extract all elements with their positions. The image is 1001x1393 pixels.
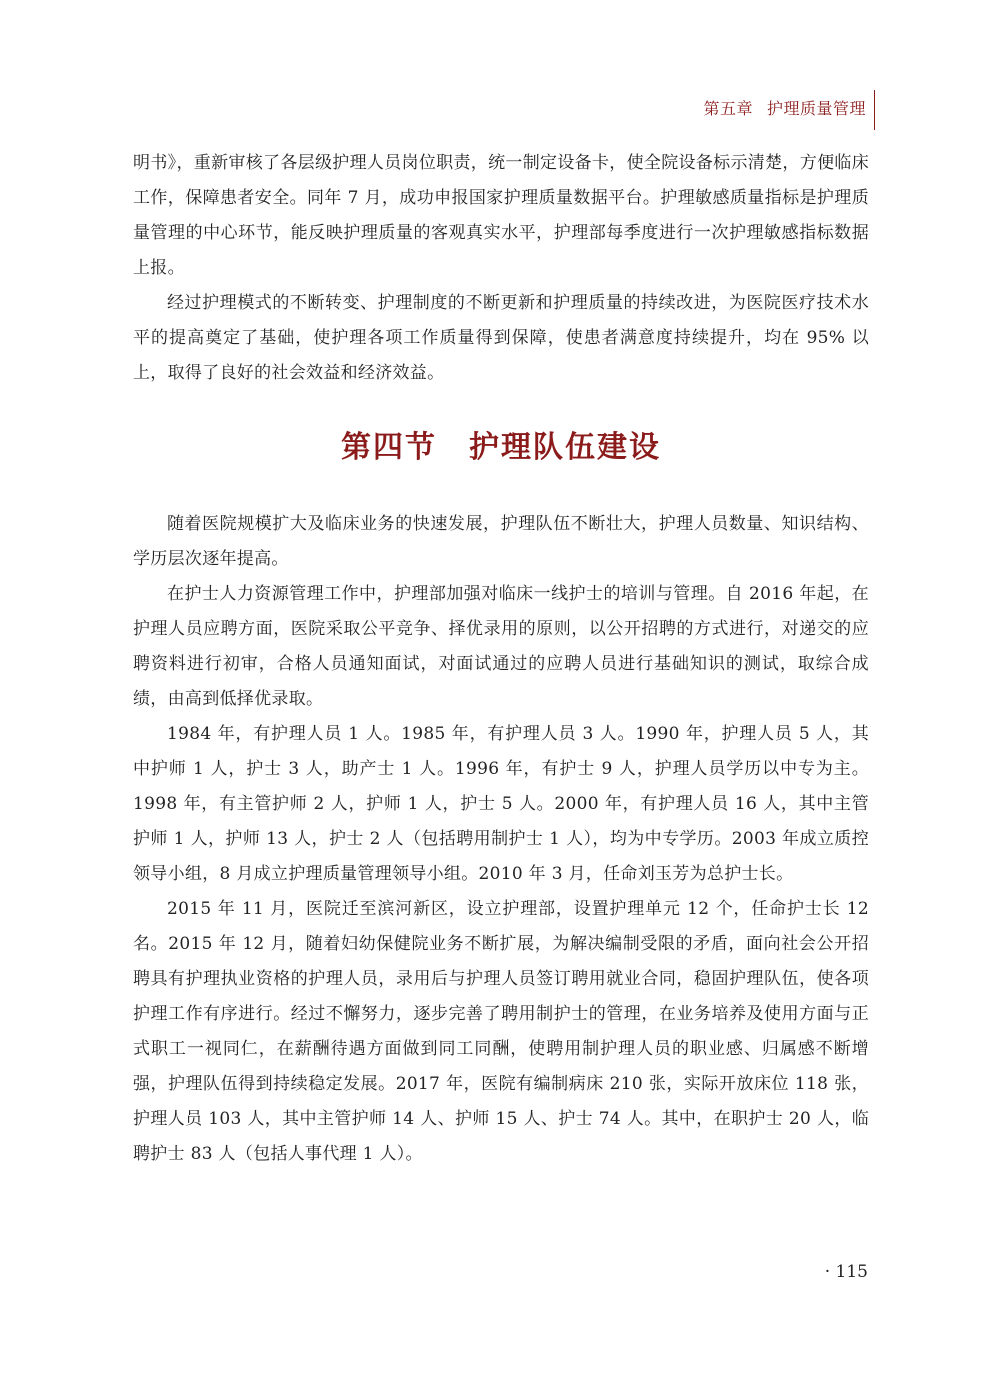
chapter-title: 护理质量管理 xyxy=(766,99,866,118)
section-title: 第四节 护理队伍建设 xyxy=(341,430,661,465)
header-divider xyxy=(874,90,875,130)
chapter-number: 第五章 xyxy=(703,99,753,118)
page-body xyxy=(133,146,869,1172)
body-paragraph: 在护士人力资源管理工作中，护理部加强对临床一线护士的培训与管理。自 2016 年起，在护理人员应聘方面，医院采取公平竞争、择优录用的原则，以公开招聘的方式进行，对递交的应聘资料进行初审，合格人员通知面试，对面试通过的应聘人员进行基础知识的测试，取综合成绩，由高到低择优录取。 xyxy=(133,584,869,709)
body-paragraph: 经过护理模式的不断转变、护理制度的不断更新和护理质量的持续改进，为医院医疗技术水平的提高奠定了基础，使护理各项工作质量得到保障，使患者满意度持续提升，均在 95% 以上，取得了良好的社会效益和经济效益。 xyxy=(133,293,869,383)
body-paragraph: 明书》，重新审核了各层级护理人员岗位职责，统一制定设备卡，使全院设备标示清楚，方便临床工作，保障患者安全。同年 7 月，成功申报国家护理质量数据平台。护理敏感质量指标是护理质量管理的中心环节，能反映护理质量的客观真实水平，护理部每季度进行一次护理敏感指标数据上报。 xyxy=(133,153,869,278)
page-number: · 115 xyxy=(824,1262,868,1282)
body-paragraph: 2015 年 11 月，医院迁至滨河新区，设立护理部，设置护理单元 12 个，任命护士长 12 名。2015 年 12 月，随着妇幼保健院业务不断扩展，为解决编制受限的矛盾，面向社会公开招聘具有护理执业资格的护理人员，录用后与护理人员签订聘用就业合同，稳固护理队伍，使各项护理工作有序进行。经过不懈努力，逐步完善了聘用制护士的管理，在业务培养及使用方面与正式职工一视同仁，在薪酬待遇方面做到同工同酬，使聘用制护理人员的职业感、归属感不断增强，护理队伍得到持续稳定发展。2017 年，医院有编制病床 210 张，实际开放床位 118 张，护理人员 103 人，其中主管护师 14 人、护师 15 人、护士 74 人。其中，在职护士 20 人，临聘护士 83 人（包括人事代理 1 人）。 xyxy=(133,899,869,1164)
body-paragraph: 随着医院规模扩大及临床业务的快速发展，护理队伍不断壮大，护理人员数量、知识结构、学历层次逐年提高。 xyxy=(133,514,869,569)
body-paragraph: 1984 年，有护理人员 1 人。1985 年，有护理人员 3 人。1990 年，护理人员 5 人，其中护师 1 人，护士 3 人，助产士 1 人。1996 年，有护士 9 人，护理人员学历以中专为主。1998 年，有主管护师 2 人，护师 1 人，护士 5 人。2000 年，有护理人员 16 人，其中主管护师 1 人，护师 13 人，护士 2 人（包括聘用制护士 1 人），均为中专学历。2003 年成立质控领导小组，8 月成立护理质量管理领导小组。2010 年 3 月，任命刘玉芳为总护士长。 xyxy=(133,724,869,884)
running-header xyxy=(703,96,866,119)
